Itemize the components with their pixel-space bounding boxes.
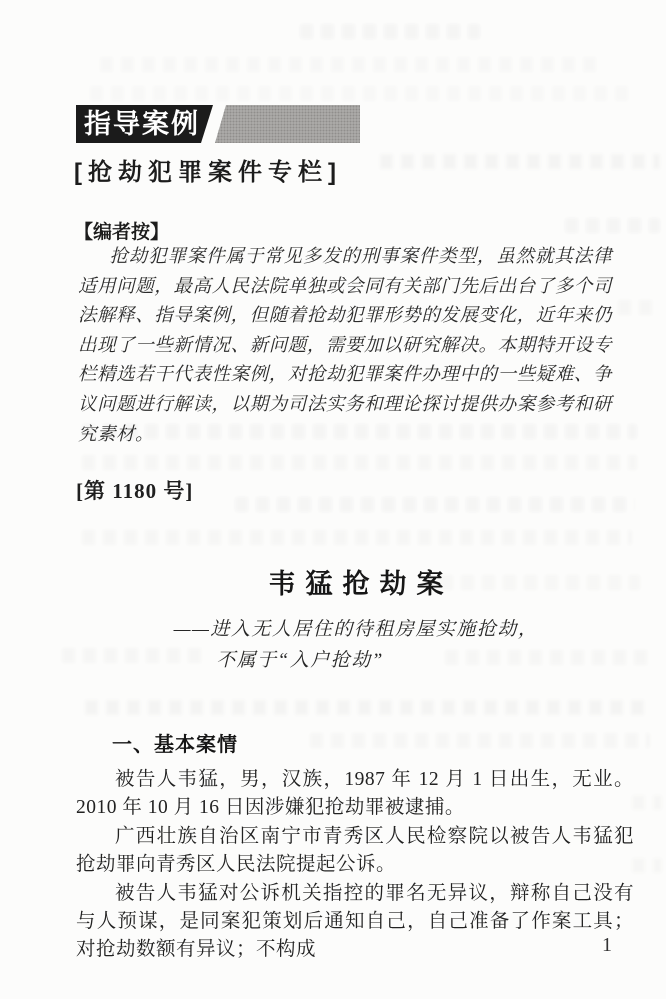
bleed-through-texture (100, 57, 600, 72)
bleed-through-texture (310, 733, 650, 748)
bleed-through-texture (632, 795, 662, 810)
section-heading-basic-facts: 一、基本案情 (112, 734, 238, 756)
bleed-through-texture (565, 218, 660, 233)
case-title: 韦猛抢劫案 (268, 569, 454, 599)
column-title: [抢劫犯罪案件专栏] (74, 159, 342, 186)
bleed-through-texture (632, 858, 662, 873)
editor-note-body: 抢劫犯罪案件属于常见多发的刑事案件类型，虽然就其法律适用问题，最高人民法院单独或会同有关部门先后出台了多个司法解释、指导案例，但随着抢劫犯罪形势的发展变化，近年来仍出现了一些新情况、新问题，需要加以研究解决。本期特开设专栏精选若干代表性案例，对抢劫犯罪案件办理中的一些疑难、争议问题进行解读，以期为司法实务和理论探讨提供办案参考和研究素材。 (78, 247, 612, 445)
bleed-through-texture (85, 700, 650, 715)
bleed-through-texture (235, 497, 635, 512)
editor-note-heading: 【编者按】 (74, 222, 170, 243)
page-number: 1 (602, 934, 612, 956)
case-subtitle (76, 614, 636, 676)
body-paragraph: 广西壮族自治区南宁市青秀区人民检察院以被告人韦猛犯抢劫罪向青秀区人民法院提起公诉。 (76, 825, 634, 876)
bleed-through-texture (90, 86, 630, 101)
bleed-through-texture (82, 530, 632, 545)
guiding-cases-banner (76, 105, 360, 143)
case-number-label: [第 1180 号] (76, 479, 194, 503)
body-paragraph: 被告人韦猛对公诉机关指控的罪名无异议，辩称自己没有与人预谋，是同案犯策划后通知自己，自己准备了作案工具；对抢劫数额有异议；不构成 (76, 882, 634, 961)
banner-title: 指导案例 (84, 109, 200, 139)
body-paragraph: 被告人韦猛，男，汉族，1987 年 12 月 1 日出生，无业。2010 年 10 月 16 日因涉嫌犯抢劫罪被逮捕。 (76, 769, 634, 819)
bleed-through-texture (82, 455, 637, 470)
bleed-through-texture (300, 24, 480, 39)
section-body (76, 766, 634, 965)
bleed-through-texture (380, 154, 660, 169)
bleed-through-texture (618, 300, 660, 315)
case-subtitle-line2: 不属于“入户抢劫” (216, 650, 384, 671)
case-subtitle-line1: ——进入无人居住的待租房屋实施抢劫， (173, 619, 539, 640)
